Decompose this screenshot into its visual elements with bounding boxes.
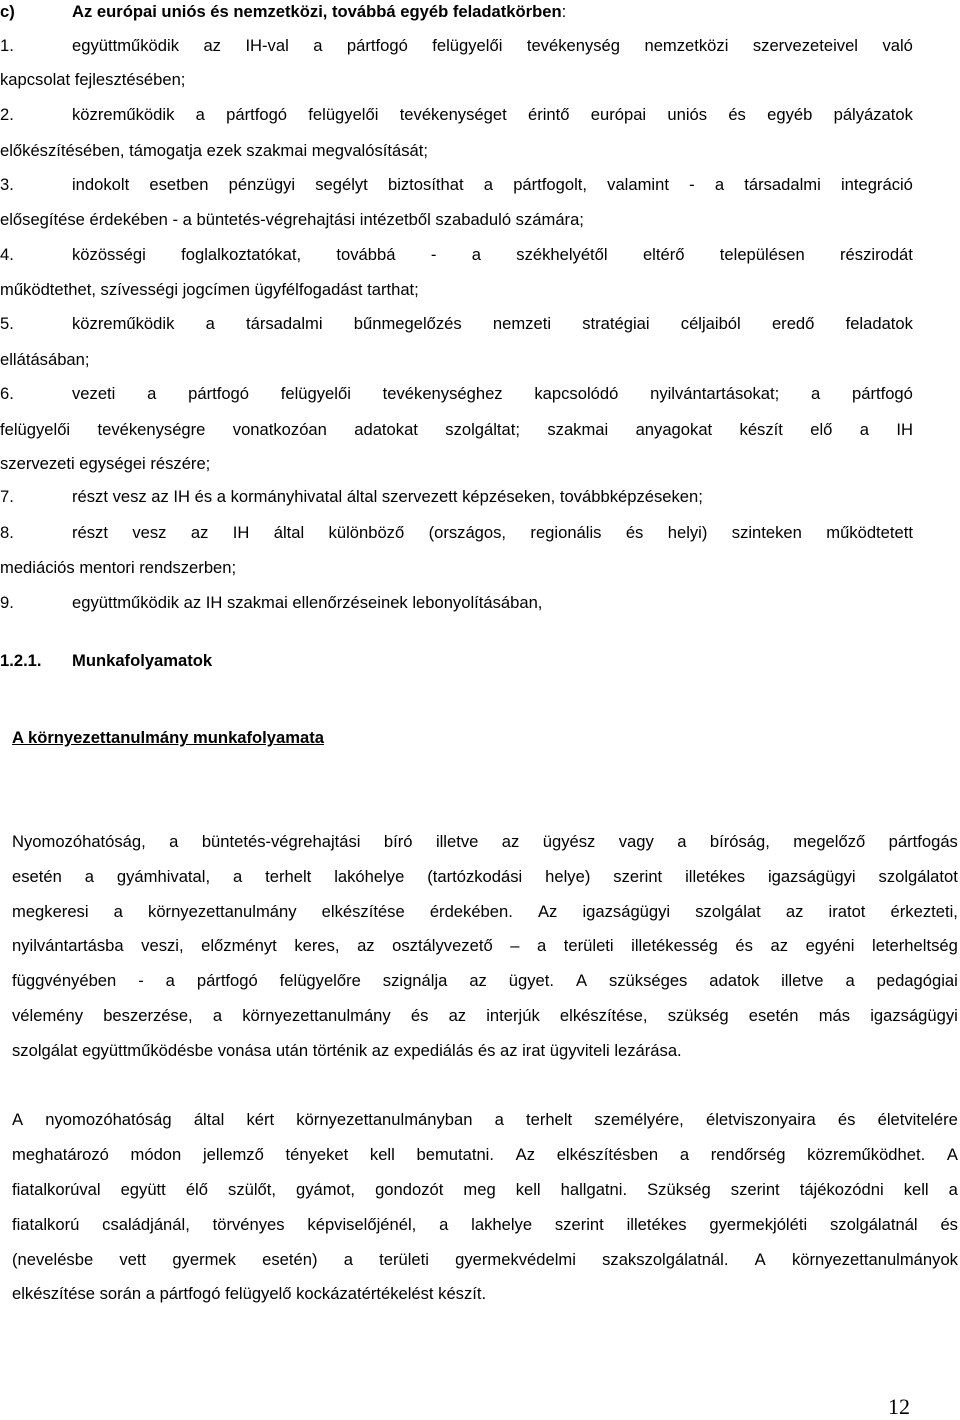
word: helye) — [545, 867, 591, 886]
list-item-number: 8. — [0, 523, 14, 542]
word: A — [754, 1250, 766, 1269]
word: a — [859, 420, 869, 439]
word: illetve — [435, 832, 479, 851]
word: igazságügyi — [767, 867, 856, 886]
word: vélemény — [12, 1006, 84, 1025]
word: élő — [185, 1180, 208, 1199]
word: vezeti — [72, 384, 116, 403]
word: IH-val — [245, 36, 289, 55]
paragraph-line — [12, 867, 958, 887]
word: és — [410, 1006, 429, 1025]
word: hallgatni. — [560, 1180, 628, 1199]
list-item-continuation: elősegítése érdekében - a büntetés-végrehajtási intézetből szabaduló számára; — [0, 210, 584, 229]
list-item-continuation: előkészítésében, támogatja ezek szakmai megvalósítását; — [0, 141, 428, 160]
word: az — [469, 971, 487, 990]
word: pénzügyi — [228, 175, 296, 194]
word: szolgálatnál — [829, 1215, 918, 1234]
word: foglalkoztatókat, — [181, 245, 302, 264]
word: településen — [719, 245, 805, 264]
word: bíróság, — [709, 832, 770, 851]
word: továbbá — [336, 245, 396, 264]
word: iratot — [828, 902, 866, 921]
word: szolgáltat; — [445, 420, 520, 439]
list-item-text — [72, 105, 913, 125]
word: a — [169, 832, 179, 851]
paragraph-line — [12, 1215, 958, 1235]
word: gyámot, — [296, 1180, 356, 1199]
word: társadalmi — [246, 314, 323, 333]
word: készít — [739, 420, 783, 439]
paragraph-line — [12, 971, 958, 991]
word: meghatározó — [12, 1145, 109, 1164]
word: felügyelőre — [279, 971, 361, 990]
word: és — [735, 936, 753, 955]
word: vesz — [132, 523, 167, 542]
word: a — [439, 1215, 449, 1234]
word: illetve — [781, 971, 824, 990]
word: integráció — [840, 175, 913, 194]
word: indokolt — [72, 175, 130, 194]
word: az — [770, 936, 789, 955]
list-item-text — [72, 175, 913, 195]
word: törvényes — [212, 1215, 285, 1234]
word: bemutatni. — [416, 1145, 494, 1164]
word: esetén) — [262, 1250, 318, 1269]
list-item-continuation: mediációs mentori rendszerben; — [0, 558, 237, 577]
word: illetékes — [626, 1215, 687, 1234]
word: részirodát — [840, 245, 913, 264]
word: a — [232, 867, 243, 886]
list-item-number: 4. — [0, 245, 14, 264]
word: tevékenységet — [399, 105, 507, 124]
word: kért — [246, 1110, 275, 1129]
word: szervezeteivel — [752, 36, 858, 55]
word: tevékenység — [526, 36, 621, 55]
word: a — [811, 384, 821, 403]
word: pártfogolt, — [513, 175, 587, 194]
word: igazságügyi — [582, 902, 671, 921]
word: az — [357, 936, 375, 955]
word: székhelyétől — [516, 245, 608, 264]
word: életviszonyaira — [705, 1110, 816, 1129]
word: előzményt — [201, 936, 277, 955]
word: esetén — [748, 1006, 799, 1025]
word: céljaiból — [680, 314, 741, 333]
word: tényeket — [285, 1145, 349, 1164]
word: uniós — [667, 105, 708, 124]
word: a — [212, 1006, 223, 1025]
word: osztályvezető — [392, 936, 493, 955]
paragraph-line — [12, 1110, 958, 1130]
word: elő — [810, 420, 833, 439]
word: anyagokat — [635, 420, 713, 439]
word: működtetett — [826, 523, 913, 542]
word: (nevelésbe — [12, 1250, 94, 1269]
section-c-title: Az európai uniós és nemzetközi, továbbá egyéb feladatkörben — [72, 2, 562, 21]
word: együttműködik — [72, 36, 179, 55]
word: a — [483, 175, 494, 194]
word: lakhelye — [471, 1215, 533, 1234]
word: életvitelére — [877, 1110, 958, 1129]
word: pártfogó — [852, 384, 913, 403]
word: bűnmegelőzés — [353, 314, 462, 333]
workflow-heading: A környezettanulmány munkafolyamata — [12, 728, 324, 747]
word: IH — [896, 420, 913, 439]
list-item-continuation: ellátásában; — [0, 350, 90, 369]
word: közreműködik — [72, 105, 175, 124]
word: környezettanulmány — [242, 1006, 391, 1025]
list-item-text — [72, 314, 913, 334]
word: Az — [537, 902, 558, 921]
word: érkezteti, — [890, 902, 958, 921]
word: érdekében. — [429, 902, 513, 921]
word: a — [494, 1110, 504, 1129]
word: szerint — [613, 867, 663, 886]
list-item-number: 2. — [0, 105, 14, 124]
word: való — [882, 36, 913, 55]
list-item-text — [72, 36, 913, 56]
list-item-text: részt vesz az IH és a kormányhivatal által szervezett képzéseken, továbbképzéseken; — [72, 487, 703, 506]
list-item-number: 3. — [0, 175, 14, 194]
word: valamint — [607, 175, 669, 194]
word: függvényében — [12, 971, 117, 990]
word: a — [714, 175, 725, 194]
word: az — [448, 1006, 467, 1025]
word: együtt — [120, 1180, 166, 1199]
list-item-number: 9. — [0, 593, 14, 612]
word: regionális — [530, 523, 602, 542]
word: érintő — [527, 105, 570, 124]
word: gyermekvédelmi — [455, 1250, 576, 1269]
word: környezettanulmányban — [296, 1110, 473, 1129]
list-item-text — [72, 245, 913, 265]
word: nemzetközi — [644, 36, 729, 55]
word: igazságügyi — [870, 1006, 958, 1025]
word: illetékes — [685, 867, 746, 886]
list-item-continuation: működtethet, szívességi jogcímen ügyfélfogadást tarthat; — [0, 280, 419, 299]
word: kell — [369, 1145, 395, 1164]
word: tájékozódni — [799, 1180, 884, 1199]
word: felügyelői — [0, 420, 71, 439]
word: vett — [119, 1250, 147, 1269]
word: az — [203, 36, 221, 55]
word: terhelt — [526, 1110, 573, 1129]
word: eltérő — [642, 245, 685, 264]
word: elkészítése — [321, 902, 405, 921]
word: esetben — [149, 175, 209, 194]
word: nyilvántartásokat; — [650, 384, 780, 403]
word: nyomozóhatóság — [45, 1110, 172, 1129]
word: Az — [515, 1145, 536, 1164]
word: felügyelői — [432, 36, 503, 55]
word: A — [946, 1145, 958, 1164]
word: gyámhivatal, — [116, 867, 211, 886]
paragraph-line — [12, 902, 958, 922]
word: - — [138, 971, 144, 990]
word: felügyelői — [280, 384, 351, 403]
word: közreműködhet. — [807, 1145, 926, 1164]
word: pedagógiai — [876, 971, 958, 990]
word: és — [940, 1215, 958, 1234]
word: kell — [515, 1180, 541, 1199]
word: bíró — [383, 832, 413, 851]
list-item-number: 6. — [0, 384, 14, 403]
word: egyéni — [805, 936, 855, 955]
paragraph-line: szolgálat együttműködésbe vonása után történik az expediálás és az irat ügyviteli lezárása. — [12, 1041, 682, 1060]
word: veszi, — [141, 936, 184, 955]
word: gondozót — [375, 1180, 444, 1199]
word: lakóhelye — [334, 867, 405, 886]
word: leterheltség — [872, 936, 958, 955]
word: megelőző — [793, 832, 866, 851]
word: társadalmi — [744, 175, 821, 194]
word: helyi) — [667, 523, 708, 542]
word: megkeresi — [12, 902, 89, 921]
word: felügyelői — [308, 105, 379, 124]
word: a — [343, 1250, 353, 1269]
list-item-text — [72, 523, 913, 543]
word: szerint — [730, 1180, 780, 1199]
word: szolgálat — [695, 902, 761, 921]
word: pártfogás — [888, 832, 958, 851]
word: Nyomozóhatóság, — [12, 832, 146, 851]
word: adatokat — [354, 420, 418, 439]
word: szinteken — [731, 523, 802, 542]
word: tevékenységhez — [382, 384, 503, 403]
word: (tartózkodási — [427, 867, 523, 886]
word: kell — [903, 1180, 929, 1199]
word: nemzeti — [492, 314, 552, 333]
word: vagy — [618, 832, 654, 851]
word: illetékesség — [631, 936, 718, 955]
word: fiatalkorúval — [12, 1180, 101, 1199]
word: rendőrség — [710, 1145, 786, 1164]
word: közösségi — [72, 245, 146, 264]
word: szakszolgálatnál. — [602, 1250, 729, 1269]
word: keres, — [294, 936, 340, 955]
word: a — [205, 314, 215, 333]
word: a — [313, 36, 323, 55]
word: segélyt — [315, 175, 368, 194]
word: esetén — [12, 867, 62, 886]
word: személyére, — [594, 1110, 684, 1129]
word: - — [430, 245, 437, 264]
word: szakmai — [547, 420, 609, 439]
subsection-number: 1.2.1. — [0, 651, 42, 670]
word: által — [273, 523, 305, 542]
word: adatok — [709, 971, 760, 990]
word: szignálja — [382, 971, 448, 990]
word: részt — [72, 523, 108, 542]
list-item-text: együttműködik az IH szakmai ellenőrzéseinek lebonyolításában, — [72, 593, 543, 612]
word: elkészítésben — [556, 1145, 659, 1164]
word: a — [537, 936, 547, 955]
word: ügyész — [542, 832, 596, 851]
word: más — [818, 1006, 851, 1025]
word: gyermek — [172, 1250, 236, 1269]
word: által — [193, 1110, 225, 1129]
word: környezettanulmány — [148, 902, 297, 921]
word: beszerzése, — [103, 1006, 193, 1025]
word: stratégiai — [582, 314, 650, 333]
word: a — [845, 971, 855, 990]
paragraph-line: elkészítése során a pártfogó felügyelő kockázatértékelést készít. — [12, 1284, 487, 1303]
word: eredő — [771, 314, 815, 333]
word: IH — [232, 523, 250, 542]
word: családjánál, — [102, 1215, 190, 1234]
list-item-continuation — [0, 420, 913, 440]
word: büntetés-végrehajtási — [201, 832, 361, 851]
word: – — [510, 936, 520, 955]
section-c-colon: : — [561, 2, 567, 21]
subsection-title: Munkafolyamatok — [72, 651, 213, 670]
word: különböző — [328, 523, 405, 542]
word: közreműködik — [72, 314, 175, 333]
word: jellemző — [202, 1145, 264, 1164]
word: szükség — [667, 1006, 729, 1025]
word: terhelt — [265, 867, 312, 886]
section-c-heading — [0, 2, 567, 22]
word: és — [728, 105, 746, 124]
word: kapcsolódó — [534, 384, 619, 403]
word: a — [471, 245, 481, 264]
word: a — [195, 105, 205, 124]
word: nyilvántartásba — [12, 936, 124, 955]
word: meg — [463, 1180, 496, 1199]
subsection-heading — [0, 651, 213, 671]
word: biztosíthat — [387, 175, 464, 194]
word: a — [84, 867, 94, 886]
word: gyermekjóléti — [709, 1215, 808, 1234]
paragraph-line — [12, 936, 958, 956]
word: területi — [563, 936, 614, 955]
list-item-number: 7. — [0, 487, 14, 506]
word: környezettanulmányok — [791, 1250, 958, 1269]
paragraph-line — [12, 1006, 958, 1026]
word: pályázatok — [833, 105, 913, 124]
section-c-title-wrap — [72, 2, 566, 22]
section-c-letter: c) — [0, 2, 15, 21]
list-item-number: 1. — [0, 36, 14, 55]
word: szülőt, — [228, 1180, 276, 1199]
word: az — [190, 523, 209, 542]
word: az — [501, 832, 520, 851]
list-item-continuation: szervezeti egységei részére; — [0, 454, 211, 473]
word: a — [113, 902, 123, 921]
word: módon — [130, 1145, 182, 1164]
word: európai — [590, 105, 647, 124]
word: egyéb — [767, 105, 813, 124]
word: tevékenységre — [97, 420, 206, 439]
word: és — [837, 1110, 856, 1129]
list-item-continuation: kapcsolat fejlesztésében; — [0, 70, 186, 89]
paragraph-line — [12, 1180, 958, 1200]
word: szolgálatot — [878, 867, 958, 886]
word: a — [677, 832, 687, 851]
word: az — [785, 902, 804, 921]
word: pártfogó — [188, 384, 250, 403]
paragraph-line — [12, 1250, 958, 1270]
word: a — [948, 1180, 958, 1199]
list-item-number: 5. — [0, 314, 14, 333]
paragraph-line — [12, 1145, 958, 1165]
word: a — [679, 1145, 690, 1164]
word: elkészítése, — [559, 1006, 648, 1025]
word: vonatkozóan — [232, 420, 327, 439]
word: (országos, — [428, 523, 507, 542]
word: - — [689, 175, 695, 194]
word: képviselőjénél, — [307, 1215, 417, 1234]
word: A — [575, 971, 588, 990]
word: és — [625, 523, 644, 542]
list-item-text — [72, 384, 913, 404]
word: szerint — [554, 1215, 604, 1234]
word: interjúk — [486, 1006, 540, 1025]
word: pártfogó — [346, 36, 408, 55]
word: pártfogó — [196, 971, 258, 990]
word: pártfogó — [226, 105, 288, 124]
word: feladatok — [845, 314, 913, 333]
word: A — [12, 1110, 24, 1129]
paragraph-line — [12, 832, 958, 852]
word: szükséges — [608, 971, 688, 990]
word: területi — [379, 1250, 429, 1269]
word: a — [165, 971, 175, 990]
word: a — [147, 384, 157, 403]
word: ügyet. — [508, 971, 554, 990]
page-number: 12 — [888, 1394, 910, 1419]
word: Szükség — [647, 1180, 711, 1199]
word: fiatalkorú — [12, 1215, 80, 1234]
